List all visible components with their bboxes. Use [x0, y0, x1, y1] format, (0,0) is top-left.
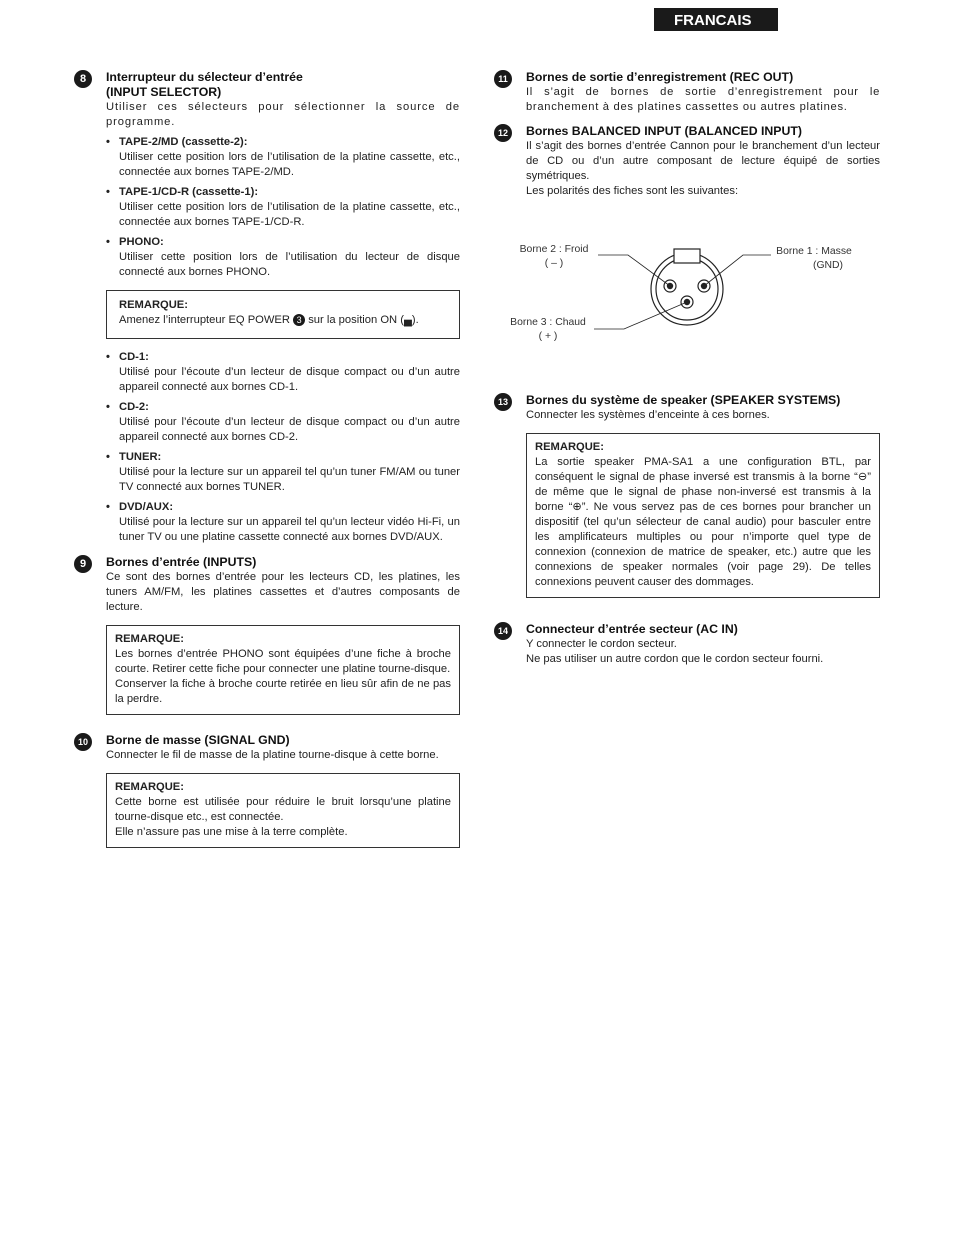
bullet-title: • PHONO:	[119, 236, 164, 248]
remark-text: Les bornes d’entrée PHONO sont équipées d’une fiche à broche courte. Retirer cette fiche pour connecter une platine tourne-disque.	[115, 648, 451, 675]
pin-1-label-line1: Borne 1 : Masse	[776, 246, 852, 257]
remark-box	[106, 773, 460, 848]
left-column	[74, 70, 460, 848]
section-number-12: 12	[494, 124, 512, 142]
section-text: Les polarités des fiches sont les suivantes:	[526, 185, 739, 197]
section-text: Connecter les systèmes d’enceinte à ces bornes.	[526, 409, 770, 421]
section-number-8: 8	[74, 70, 92, 88]
bullet-item	[106, 350, 460, 395]
remark-box	[106, 625, 460, 715]
section-number-14: 14	[494, 622, 512, 640]
pin-3-label-line1: Borne 3 : Chaud	[510, 317, 586, 328]
remark-box	[526, 433, 880, 598]
remark-text: Cette borne est utilisée pour réduire le bruit lorsqu’une platine tourne-disque etc., est connectée.	[115, 796, 451, 823]
section-ac-in	[494, 622, 880, 667]
section-title: Borne de masse (SIGNAL GND)	[106, 733, 290, 747]
bullet-text: Utilisé pour l’écoute d’un lecteur de disque compact ou d’un autre appareil connecté aux bornes CD-2.	[119, 416, 460, 443]
bullet-item	[106, 450, 460, 495]
bullet-title: • TUNER:	[119, 451, 162, 463]
section-text: Connecter le fil de masse de la platine tourne-disque à cette borne.	[106, 749, 439, 761]
bullet-text: Utilisé pour la lecture sur un appareil tel qu’un tuner FM/AM ou tuner TV connecté aux bornes TUNER.	[119, 466, 460, 493]
remark-title: REMARQUE:	[115, 781, 184, 793]
right-column	[494, 70, 880, 667]
section-title: Interrupteur du sélecteur d’entrée	[106, 70, 303, 84]
bullet-text: Utiliser cette position lors de l’utilisation du lecteur de disque connecté aux bornes PHONO.	[119, 251, 460, 278]
bullet-title: • DVD/AUX:	[119, 501, 174, 513]
remark-text	[119, 313, 447, 328]
bullet-text: Utiliser cette position lors de l’utilisation de la platine cassette, etc., connectée aux bornes TAPE-1/CD-R.	[119, 201, 460, 228]
bullet-title: • CD-2:	[119, 401, 149, 413]
section-number-9: 9	[74, 555, 92, 573]
xlr-connector-diagram	[494, 241, 880, 381]
bullet-item	[106, 400, 460, 445]
section-text: Ne pas utiliser un autre cordon que le cordon secteur fourni.	[526, 653, 824, 665]
remark-text-after: sur la position ON (▄).	[308, 314, 419, 326]
section-text: Il s’agit des bornes d’entrée Cannon pour le branchement d’un lecteur de CD ou d’un autre composant de lecture équipé de sorties symétriques.	[526, 140, 880, 182]
remark-text: Elle n’assure pas une mise à la terre complète.	[115, 826, 348, 838]
remark-title: REMARQUE:	[535, 441, 604, 453]
bullet-title: • TAPE-1/CD-R (cassette-1):	[119, 186, 259, 198]
remark-box	[106, 290, 460, 339]
section-signal-gnd	[74, 733, 460, 848]
pin-2-label-line2: ( – )	[544, 258, 564, 269]
section-subtitle: (INPUT SELECTOR)	[106, 85, 222, 99]
bullet-item	[106, 235, 460, 280]
remark-title: REMARQUE:	[119, 299, 188, 311]
bullet-item	[106, 135, 460, 180]
pin-3-label	[500, 316, 596, 344]
section-speaker-systems	[494, 393, 880, 598]
bullet-item	[106, 185, 460, 230]
remark-text-before: Amenez l’interrupteur EQ POWER	[119, 314, 290, 326]
reference-number-icon: 3	[293, 314, 305, 326]
section-balanced-input	[494, 124, 880, 199]
section-text: Utiliser ces sélecteurs pour sélectionner la source de programme.	[106, 101, 460, 128]
section-text: Ce sont des bornes d’entrée pour les lecteurs CD, les platines, les tuners AM/FM, les platines cassettes et d’autres composants de lecture.	[106, 571, 460, 613]
remark-text: La sortie speaker PMA-SA1 a une configuration BTL, par conséquent le signal de phase inversé est transmis à la borne “⊖” de même que le signal de phase non-inversé est transmis à la borne “⊕”. Ne vous servez pas de ces bornes pour brancher un dispositif (tel qu’un sélecteur de canal audio) pour basculer entre les amplificateurs multiples ou pour n’importe quel type de connexion (connexion de matrice de speaker, etc.) autre que les connexions de speaker normales (voir page 29). De telles connexions peuvent causer des dommages.	[535, 456, 871, 588]
section-inputs	[74, 555, 460, 715]
bullet-text: Utiliser cette position lors de l’utilisation de la platine cassette, etc., connectée aux bornes TAPE-2/MD.	[119, 151, 460, 178]
section-text: Y connecter le cordon secteur.	[526, 638, 677, 650]
bullet-item	[106, 500, 460, 545]
section-title: Bornes de sortie d’enregistrement (REC OUT)	[526, 70, 794, 84]
remark-title: REMARQUE:	[115, 633, 184, 645]
section-number-11: 11	[494, 70, 512, 88]
pin-1-label	[764, 245, 864, 273]
section-title: Bornes du système de speaker (SPEAKER SYSTEMS)	[526, 393, 841, 407]
section-rec-out	[494, 70, 880, 115]
section-input-selector	[74, 70, 460, 545]
pin-3-label-line2: ( + )	[538, 331, 558, 342]
language-tab: FRANCAIS	[654, 8, 778, 31]
section-number-13: 13	[494, 393, 512, 411]
remark-text: Conserver la fiche à broche courte retirée en lieu sûr afin de ne pas la perdre.	[115, 678, 451, 705]
section-text: Il s’agit de bornes de sortie d’enregistrement pour le branchement à des platines cassettes ou autres platines.	[526, 86, 880, 113]
section-title: Connecteur d’entrée secteur (AC IN)	[526, 622, 738, 636]
pin-1-label-line2: (GND)	[812, 260, 843, 271]
section-title: Bornes BALANCED INPUT (BALANCED INPUT)	[526, 124, 802, 138]
bullet-text: Utilisé pour l’écoute d’un lecteur de disque compact ou d’un autre appareil connecté aux bornes CD-1.	[119, 366, 460, 393]
section-number-10: 10	[74, 733, 92, 751]
bullet-title: • TAPE-2/MD (cassette-2):	[119, 136, 248, 148]
bullet-title: • CD-1:	[119, 351, 149, 363]
pin-2-label-line1: Borne 2 : Froid	[519, 244, 589, 255]
section-title: Bornes d’entrée (INPUTS)	[106, 555, 257, 569]
bullet-text: Utilisé pour la lecture sur un appareil tel qu’un lecteur vidéo Hi-Fi, un tuner TV ou une platine cassette connecté aux bornes DVD/AUX.	[119, 516, 460, 543]
pin-2-label	[508, 243, 600, 271]
